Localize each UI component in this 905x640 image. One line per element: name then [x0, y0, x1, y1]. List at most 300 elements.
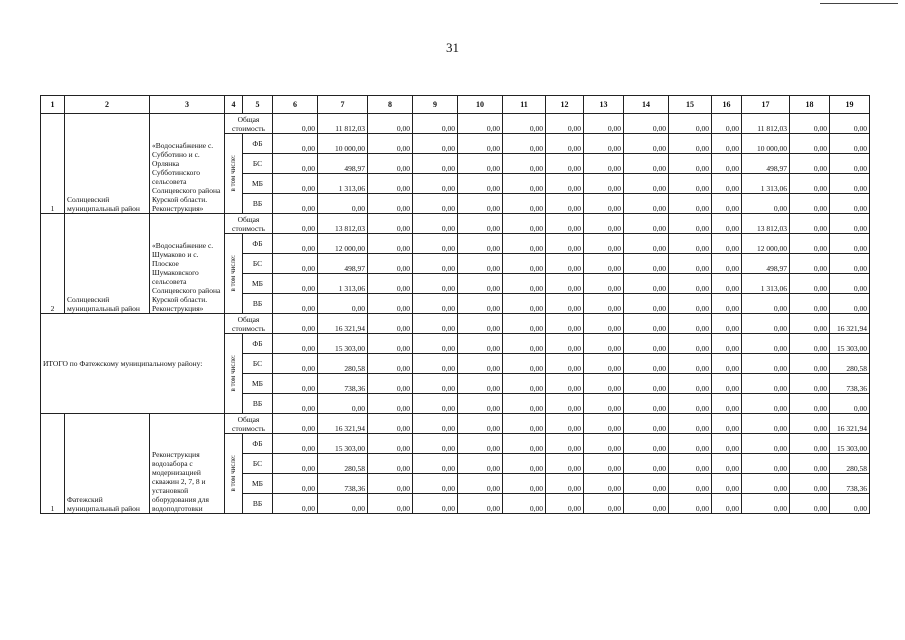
header-cell: 10 — [458, 96, 503, 114]
value-cell: 0,00 — [273, 474, 318, 494]
value-cell: 0,00 — [368, 114, 413, 134]
value-cell: 0,00 — [458, 394, 503, 414]
value-cell: 0,00 — [830, 154, 870, 174]
value-cell: 0,00 — [503, 374, 546, 394]
value-cell: 0,00 — [368, 454, 413, 474]
value-cell: 738,36 — [318, 474, 368, 494]
value-cell: 0,00 — [503, 174, 546, 194]
value-cell: 0,00 — [318, 494, 368, 514]
value-cell: 0,00 — [790, 414, 830, 434]
value-cell: 10 000,00 — [318, 134, 368, 154]
value-cell: 0,00 — [830, 234, 870, 254]
value-cell: 10 000,00 — [742, 134, 790, 154]
value-cell: 16 321,94 — [830, 314, 870, 334]
value-cell: 0,00 — [669, 374, 712, 394]
value-cell: 0,00 — [273, 154, 318, 174]
value-cell: 0,00 — [368, 274, 413, 294]
value-cell: 0,00 — [503, 434, 546, 454]
fund-label: ВБ — [243, 394, 273, 414]
value-cell: 0,00 — [742, 294, 790, 314]
value-cell: 0,00 — [584, 434, 624, 454]
fund-label: ВБ — [243, 294, 273, 314]
value-cell: 0,00 — [546, 474, 584, 494]
fund-label: Общая стоимость — [225, 114, 273, 134]
value-cell: 0,00 — [318, 394, 368, 414]
header-cell: 11 — [503, 96, 546, 114]
value-cell: 0,00 — [503, 294, 546, 314]
value-cell: 498,97 — [318, 154, 368, 174]
value-cell: 0,00 — [318, 294, 368, 314]
value-cell: 0,00 — [624, 174, 669, 194]
value-cell: 0,00 — [458, 434, 503, 454]
value-cell: 0,00 — [413, 474, 458, 494]
value-cell: 0,00 — [830, 394, 870, 414]
value-cell: 0,00 — [368, 134, 413, 154]
value-cell: 16 321,94 — [830, 414, 870, 434]
value-cell: 0,00 — [458, 234, 503, 254]
fund-label: Общая стоимость — [225, 214, 273, 234]
value-cell: 0,00 — [546, 434, 584, 454]
value-cell: 0,00 — [413, 374, 458, 394]
value-cell: 0,00 — [712, 234, 742, 254]
value-cell: 0,00 — [669, 474, 712, 494]
value-cell: 0,00 — [546, 494, 584, 514]
value-cell: 1 313,06 — [318, 274, 368, 294]
value-cell: 16 321,94 — [318, 414, 368, 434]
value-cell: 0,00 — [458, 334, 503, 354]
value-cell: 0,00 — [712, 474, 742, 494]
value-cell: 0,00 — [546, 254, 584, 274]
value-cell: 0,00 — [624, 494, 669, 514]
fund-label: БС — [243, 154, 273, 174]
value-cell: 0,00 — [546, 314, 584, 334]
value-cell: 0,00 — [624, 274, 669, 294]
value-cell: 0,00 — [790, 334, 830, 354]
header-cell: 7 — [318, 96, 368, 114]
header-cell: 3 — [150, 96, 225, 114]
value-cell: 0,00 — [830, 114, 870, 134]
table-row — [41, 114, 870, 134]
value-cell: 0,00 — [790, 314, 830, 334]
value-cell: 0,00 — [624, 354, 669, 374]
value-cell: 0,00 — [712, 194, 742, 214]
value-cell: 0,00 — [669, 494, 712, 514]
value-cell: 0,00 — [669, 174, 712, 194]
value-cell: 0,00 — [503, 114, 546, 134]
value-cell: 0,00 — [273, 434, 318, 454]
value-cell: 0,00 — [790, 234, 830, 254]
value-cell: 0,00 — [584, 314, 624, 334]
value-cell: 0,00 — [790, 214, 830, 234]
value-cell: 0,00 — [503, 334, 546, 354]
value-cell: 280,58 — [830, 454, 870, 474]
value-cell: 0,00 — [584, 134, 624, 154]
value-cell: 0,00 — [742, 394, 790, 414]
value-cell: 0,00 — [790, 134, 830, 154]
value-cell: 12 000,00 — [318, 234, 368, 254]
value-cell: 0,00 — [624, 334, 669, 354]
value-cell: 0,00 — [546, 154, 584, 174]
fund-label: Общая стоимость — [225, 414, 273, 434]
value-cell: 0,00 — [830, 174, 870, 194]
value-cell: 0,00 — [273, 454, 318, 474]
vertical-label-cell — [225, 434, 243, 514]
value-cell: 0,00 — [584, 494, 624, 514]
value-cell: 0,00 — [546, 454, 584, 474]
value-cell: 0,00 — [546, 354, 584, 374]
value-cell: 0,00 — [584, 374, 624, 394]
itogo-label: ИТОГО по Фатежскому муниципальному району: — [41, 314, 225, 414]
value-cell: 0,00 — [584, 474, 624, 494]
value-cell: 0,00 — [413, 154, 458, 174]
value-cell: 0,00 — [624, 474, 669, 494]
row-index: 1 — [41, 414, 65, 514]
value-cell: 0,00 — [546, 134, 584, 154]
value-cell: 0,00 — [368, 314, 413, 334]
value-cell: 0,00 — [790, 194, 830, 214]
value-cell: 0,00 — [830, 494, 870, 514]
value-cell: 0,00 — [368, 194, 413, 214]
value-cell: 0,00 — [413, 234, 458, 254]
fund-label: БС — [243, 354, 273, 374]
vertical-label-cell — [225, 134, 243, 214]
value-cell: 0,00 — [458, 214, 503, 234]
value-cell: 0,00 — [503, 474, 546, 494]
value-cell: 0,00 — [624, 214, 669, 234]
value-cell: 0,00 — [712, 374, 742, 394]
value-cell: 0,00 — [368, 294, 413, 314]
value-cell: 0,00 — [546, 394, 584, 414]
district-name: Солнцевский муниципальный район — [65, 214, 150, 314]
value-cell: 0,00 — [503, 354, 546, 374]
value-cell: 0,00 — [273, 254, 318, 274]
value-cell: 0,00 — [503, 414, 546, 434]
value-cell: 0,00 — [584, 394, 624, 414]
value-cell: 0,00 — [624, 254, 669, 274]
vertical-label: в том числе: — [229, 355, 237, 392]
object-name: «Водоснабжение с. Шумаково и с. Плоское Шумаковского сельсовета Солнцевского района Курской области. Реконструкция» — [150, 214, 225, 314]
value-cell: 0,00 — [368, 354, 413, 374]
value-cell: 0,00 — [830, 254, 870, 274]
value-cell: 0,00 — [669, 234, 712, 254]
value-cell: 0,00 — [669, 274, 712, 294]
value-cell: 0,00 — [503, 454, 546, 474]
district-name: Солнцевский муниципальный район — [65, 114, 150, 214]
fund-label: ФБ — [243, 334, 273, 354]
header-cell: 5 — [243, 96, 273, 114]
value-cell: 0,00 — [546, 234, 584, 254]
value-cell: 0,00 — [712, 494, 742, 514]
fund-label: ФБ — [243, 434, 273, 454]
fund-label: ВБ — [243, 194, 273, 214]
value-cell: 0,00 — [273, 114, 318, 134]
value-cell: 0,00 — [273, 274, 318, 294]
value-cell: 498,97 — [318, 254, 368, 274]
value-cell: 0,00 — [273, 354, 318, 374]
value-cell: 0,00 — [742, 314, 790, 334]
value-cell: 15 303,00 — [318, 434, 368, 454]
value-cell: 0,00 — [503, 134, 546, 154]
value-cell: 0,00 — [273, 214, 318, 234]
value-cell: 0,00 — [503, 254, 546, 274]
budget-table — [40, 95, 870, 514]
value-cell: 15 303,00 — [318, 334, 368, 354]
fund-label: БС — [243, 454, 273, 474]
vertical-label: в том числе: — [229, 255, 237, 292]
value-cell: 0,00 — [546, 174, 584, 194]
value-cell: 0,00 — [624, 234, 669, 254]
value-cell: 0,00 — [584, 214, 624, 234]
value-cell: 0,00 — [669, 294, 712, 314]
value-cell: 0,00 — [503, 154, 546, 174]
value-cell: 0,00 — [503, 234, 546, 254]
vertical-label: в том числе: — [229, 455, 237, 492]
value-cell: 0,00 — [458, 294, 503, 314]
value-cell: 0,00 — [624, 454, 669, 474]
table-row — [41, 214, 870, 234]
value-cell: 0,00 — [413, 254, 458, 274]
row-index: 2 — [41, 214, 65, 314]
fund-label: МБ — [243, 274, 273, 294]
value-cell: 0,00 — [503, 194, 546, 214]
fund-label: МБ — [243, 374, 273, 394]
value-cell: 280,58 — [318, 454, 368, 474]
header-cell: 18 — [790, 96, 830, 114]
value-cell: 0,00 — [712, 254, 742, 274]
header-cell: 16 — [712, 96, 742, 114]
value-cell: 0,00 — [624, 294, 669, 314]
value-cell: 0,00 — [458, 254, 503, 274]
value-cell: 0,00 — [458, 354, 503, 374]
value-cell: 0,00 — [273, 494, 318, 514]
value-cell: 0,00 — [712, 334, 742, 354]
value-cell: 0,00 — [584, 194, 624, 214]
value-cell: 0,00 — [546, 374, 584, 394]
value-cell: 0,00 — [546, 294, 584, 314]
value-cell: 0,00 — [742, 434, 790, 454]
value-cell: 0,00 — [368, 414, 413, 434]
value-cell: 1 313,06 — [742, 174, 790, 194]
fund-label: Общая стоимость — [225, 314, 273, 334]
vertical-label: в том числе: — [229, 155, 237, 192]
value-cell: 0,00 — [669, 254, 712, 274]
value-cell: 0,00 — [458, 114, 503, 134]
value-cell: 0,00 — [584, 454, 624, 474]
value-cell: 0,00 — [790, 454, 830, 474]
value-cell: 0,00 — [790, 494, 830, 514]
value-cell: 0,00 — [584, 234, 624, 254]
value-cell: 0,00 — [830, 194, 870, 214]
fund-label: ВБ — [243, 494, 273, 514]
value-cell: 280,58 — [830, 354, 870, 374]
fund-label: БС — [243, 254, 273, 274]
value-cell: 0,00 — [413, 314, 458, 334]
value-cell: 0,00 — [368, 254, 413, 274]
value-cell: 0,00 — [413, 334, 458, 354]
header-cell: 17 — [742, 96, 790, 114]
value-cell: 0,00 — [742, 494, 790, 514]
value-cell: 15 303,00 — [830, 334, 870, 354]
value-cell: 0,00 — [413, 294, 458, 314]
value-cell: 0,00 — [624, 134, 669, 154]
value-cell: 0,00 — [413, 214, 458, 234]
object-name: Реконструкция водозабора с модернизацией скважин 2, 7, 8 и установкой оборудования для водоподготовки — [150, 414, 225, 514]
value-cell: 0,00 — [273, 134, 318, 154]
header-cell: 19 — [830, 96, 870, 114]
district-name: Фатежский муниципальный район — [65, 414, 150, 514]
value-cell: 0,00 — [624, 154, 669, 174]
value-cell: 0,00 — [790, 174, 830, 194]
value-cell: 0,00 — [413, 194, 458, 214]
value-cell: 0,00 — [584, 254, 624, 274]
value-cell: 12 000,00 — [742, 234, 790, 254]
value-cell: 0,00 — [584, 354, 624, 374]
value-cell: 0,00 — [669, 134, 712, 154]
value-cell: 0,00 — [712, 414, 742, 434]
value-cell: 13 812,03 — [318, 214, 368, 234]
value-cell: 0,00 — [742, 194, 790, 214]
value-cell: 0,00 — [273, 294, 318, 314]
value-cell: 0,00 — [712, 394, 742, 414]
value-cell: 0,00 — [273, 194, 318, 214]
value-cell: 0,00 — [624, 114, 669, 134]
value-cell: 0,00 — [742, 474, 790, 494]
value-cell: 0,00 — [413, 354, 458, 374]
header-cell: 13 — [584, 96, 624, 114]
fund-label: ФБ — [243, 234, 273, 254]
value-cell: 0,00 — [742, 374, 790, 394]
value-cell: 0,00 — [790, 294, 830, 314]
value-cell: 0,00 — [712, 354, 742, 374]
value-cell: 0,00 — [624, 414, 669, 434]
value-cell: 0,00 — [318, 194, 368, 214]
value-cell: 0,00 — [458, 494, 503, 514]
page-number: 31 — [446, 40, 459, 55]
value-cell: 0,00 — [368, 494, 413, 514]
value-cell: 0,00 — [830, 294, 870, 314]
value-cell: 0,00 — [669, 434, 712, 454]
value-cell: 0,00 — [458, 194, 503, 214]
value-cell: 498,97 — [742, 254, 790, 274]
value-cell: 0,00 — [413, 114, 458, 134]
value-cell: 0,00 — [742, 334, 790, 354]
value-cell: 0,00 — [669, 154, 712, 174]
value-cell: 0,00 — [712, 274, 742, 294]
value-cell: 498,97 — [742, 154, 790, 174]
value-cell: 0,00 — [458, 154, 503, 174]
value-cell: 0,00 — [273, 374, 318, 394]
value-cell: 0,00 — [669, 354, 712, 374]
value-cell: 0,00 — [830, 214, 870, 234]
value-cell: 738,36 — [830, 374, 870, 394]
value-cell: 0,00 — [669, 314, 712, 334]
value-cell: 0,00 — [712, 454, 742, 474]
value-cell: 0,00 — [503, 394, 546, 414]
value-cell: 0,00 — [742, 354, 790, 374]
header-row — [41, 96, 870, 114]
value-cell: 0,00 — [624, 314, 669, 334]
value-cell: 0,00 — [458, 414, 503, 434]
value-cell: 0,00 — [669, 334, 712, 354]
header-cell: 15 — [669, 96, 712, 114]
value-cell: 0,00 — [712, 294, 742, 314]
value-cell: 0,00 — [368, 234, 413, 254]
vertical-label-cell — [225, 334, 243, 414]
value-cell: 0,00 — [273, 314, 318, 334]
value-cell: 0,00 — [413, 434, 458, 454]
value-cell: 0,00 — [413, 494, 458, 514]
value-cell: 0,00 — [368, 214, 413, 234]
value-cell: 0,00 — [712, 174, 742, 194]
header-cell: 8 — [368, 96, 413, 114]
value-cell: 280,58 — [318, 354, 368, 374]
value-cell: 0,00 — [624, 434, 669, 454]
value-cell: 0,00 — [546, 414, 584, 434]
fund-label: МБ — [243, 474, 273, 494]
value-cell: 0,00 — [458, 134, 503, 154]
value-cell: 0,00 — [790, 434, 830, 454]
value-cell: 0,00 — [546, 274, 584, 294]
value-cell: 0,00 — [712, 314, 742, 334]
value-cell: 0,00 — [712, 114, 742, 134]
value-cell: 0,00 — [669, 394, 712, 414]
value-cell: 0,00 — [413, 454, 458, 474]
value-cell: 0,00 — [368, 174, 413, 194]
value-cell: 0,00 — [584, 294, 624, 314]
value-cell: 0,00 — [624, 394, 669, 414]
value-cell: 0,00 — [712, 134, 742, 154]
value-cell: 0,00 — [546, 214, 584, 234]
value-cell: 0,00 — [669, 414, 712, 434]
value-cell: 0,00 — [742, 454, 790, 474]
value-cell: 0,00 — [546, 194, 584, 214]
header-cell: 14 — [624, 96, 669, 114]
value-cell: 0,00 — [712, 214, 742, 234]
value-cell: 11 812,03 — [742, 114, 790, 134]
value-cell: 738,36 — [318, 374, 368, 394]
value-cell: 0,00 — [546, 114, 584, 134]
value-cell: 0,00 — [458, 474, 503, 494]
value-cell: 0,00 — [790, 154, 830, 174]
value-cell: 0,00 — [273, 334, 318, 354]
vertical-label-cell — [225, 234, 243, 314]
value-cell: 0,00 — [790, 374, 830, 394]
value-cell: 0,00 — [458, 374, 503, 394]
value-cell: 1 313,06 — [742, 274, 790, 294]
value-cell: 0,00 — [669, 114, 712, 134]
value-cell: 0,00 — [458, 274, 503, 294]
value-cell: 0,00 — [790, 474, 830, 494]
value-cell: 0,00 — [669, 214, 712, 234]
value-cell: 0,00 — [790, 274, 830, 294]
value-cell: 13 812,03 — [742, 214, 790, 234]
value-cell: 0,00 — [712, 434, 742, 454]
value-cell: 0,00 — [546, 334, 584, 354]
value-cell: 0,00 — [584, 274, 624, 294]
value-cell: 1 313,06 — [318, 174, 368, 194]
value-cell: 0,00 — [503, 214, 546, 234]
header-cell: 9 — [413, 96, 458, 114]
value-cell: 0,00 — [830, 134, 870, 154]
value-cell: 0,00 — [273, 414, 318, 434]
value-cell: 0,00 — [624, 374, 669, 394]
top-rule — [820, 3, 898, 4]
table-row — [41, 314, 870, 334]
value-cell: 0,00 — [790, 114, 830, 134]
value-cell: 0,00 — [413, 274, 458, 294]
value-cell: 0,00 — [413, 394, 458, 414]
value-cell: 0,00 — [584, 114, 624, 134]
